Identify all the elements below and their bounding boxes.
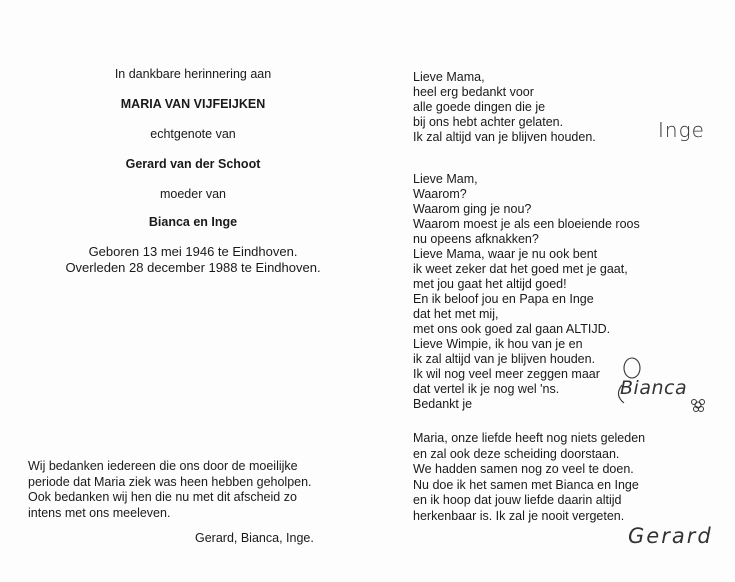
poem-bianca bbox=[413, 172, 640, 412]
poem-line: nu opeens afknakken? bbox=[413, 232, 539, 246]
spouse-label: echtgenote van bbox=[150, 127, 236, 141]
poem-line: En ik beloof jou en Papa en Inge bbox=[413, 292, 594, 306]
poem-line: Lieve Mama, bbox=[413, 70, 485, 84]
spouse-name: Gerard van der Schoot bbox=[125, 157, 261, 171]
thanks-line: intens met ons meeleven. bbox=[28, 505, 171, 520]
poem-line: Lieve Mama, waar je nu ook bent bbox=[413, 247, 598, 261]
poem-line: dat het met mij, bbox=[413, 307, 499, 321]
poem-line: met ons ook goed zal gaan ALTIJD. bbox=[413, 322, 611, 336]
poem-line: dat vertel ik je nog wel 'ns. bbox=[413, 382, 560, 396]
poem-inge bbox=[413, 70, 596, 145]
poem-line: heel erg bedankt voor bbox=[413, 85, 534, 99]
poem-line: Ik wil nog veel meer zeggen maar bbox=[413, 367, 600, 381]
poem-line: Waarom ging je nou? bbox=[413, 202, 532, 216]
thanks-line: Wij bedanken iedereen die ons door de moeilijke bbox=[28, 459, 298, 473]
poem-line: Bedankt je bbox=[413, 397, 473, 411]
poem-gerard bbox=[413, 431, 645, 524]
poem-line: met jou gaat het altijd goed! bbox=[413, 277, 567, 291]
signature-inge: Inge bbox=[658, 118, 705, 142]
thanks-signature: Gerard, Bianca, Inge. bbox=[195, 531, 314, 545]
poem-line: Ik zal altijd van je blijven houden. bbox=[413, 130, 596, 144]
mother-label: moeder van bbox=[159, 187, 226, 201]
signature-bianca: Bianca bbox=[620, 377, 688, 399]
poem-line: Waarom? bbox=[413, 187, 467, 201]
signature-gerard: Gerard bbox=[628, 524, 713, 548]
thanks-line: Ook bedanken wij hen die nu met dit afscheid zo bbox=[28, 490, 297, 504]
poem-line: Maria, onze liefde heeft nog niets geleden bbox=[413, 431, 646, 445]
poem-line: ik zal altijd van je blijven houden. bbox=[413, 352, 596, 366]
poem-line: We hadden samen nog zo veel te doen. bbox=[413, 462, 634, 476]
poem-line: en ik hoop dat jouw liefde daarin altijd bbox=[413, 493, 622, 507]
poem-line: herkenbaar is. Ik zal je nooit vergeten. bbox=[413, 508, 625, 523]
birth-line: Geboren 13 mei 1946 te Eindhoven. bbox=[88, 244, 298, 259]
children-names: Bianca en Inge bbox=[148, 215, 238, 229]
poem-line: Waarom moest je als een bloeiende roos bbox=[413, 217, 640, 231]
poem-line: alle goede dingen die je bbox=[413, 100, 546, 114]
poem-line: en zal ook deze scheiding doorstaan. bbox=[413, 446, 620, 461]
thanks-line: periode dat Maria ziek was heen hebben geholpen. bbox=[28, 474, 312, 489]
poem-line: Lieve Mam, bbox=[413, 172, 478, 186]
poem-line: Lieve Wimpie, ik hou van je en bbox=[413, 337, 583, 351]
death-line: Overleden 28 december 1988 te Eindhoven. bbox=[65, 260, 321, 275]
poem-line: ik weet zeker dat het goed met je gaat, bbox=[413, 262, 628, 276]
deceased-name: MARIA VAN VIJFEIJKEN bbox=[120, 97, 266, 111]
poem-line: Nu doe ik het samen met Bianca en Inge bbox=[413, 477, 639, 492]
thanks-paragraph bbox=[28, 459, 312, 521]
poem-line: bij ons hebt achter gelaten. bbox=[413, 115, 564, 129]
in-memory-line: In dankbare herinnering aan bbox=[114, 67, 272, 81]
